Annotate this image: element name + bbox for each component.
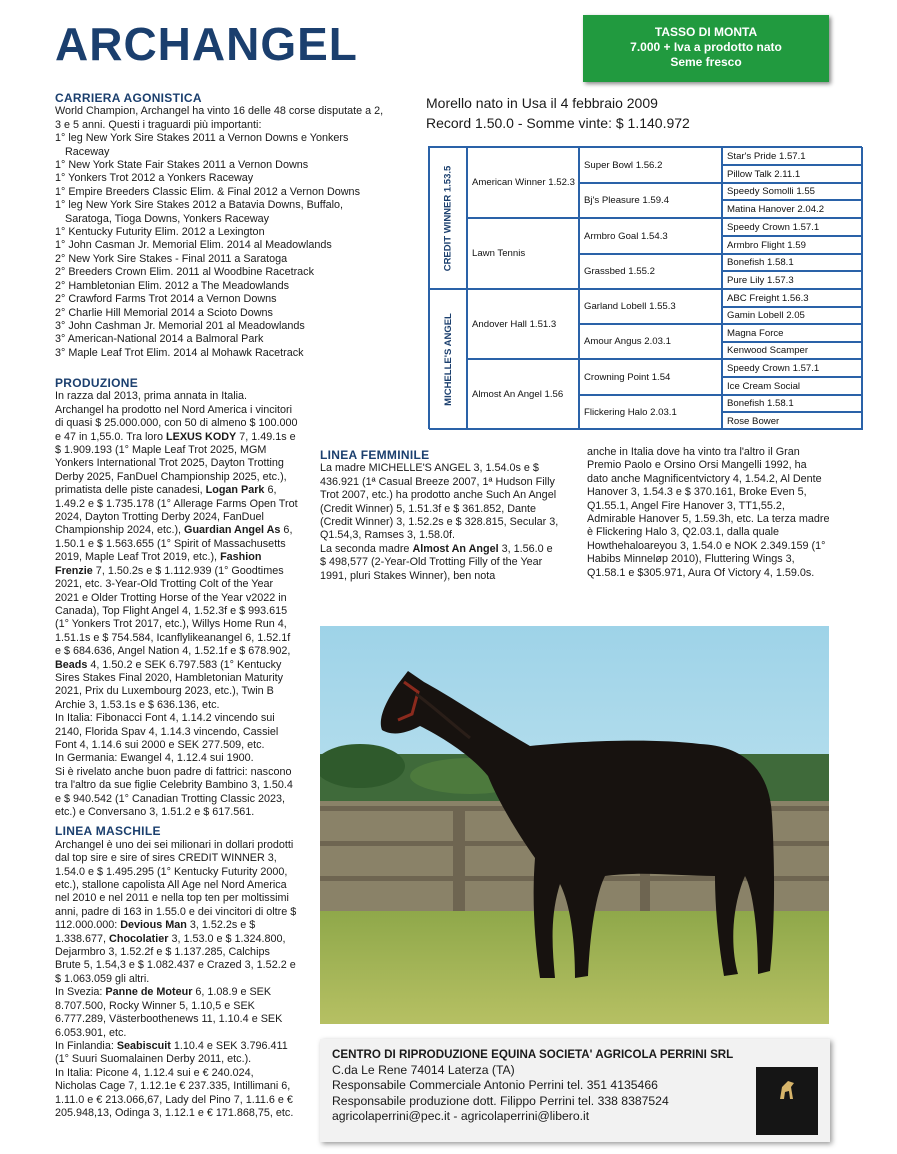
pedigree-g4: Pure Lily 1.57.3 (722, 271, 863, 289)
list-item: 1° leg New York Sire Stakes 2012 a Batavia Downs, Buffalo, Saratoga, Tioga Downs, Yonkers Raceway (55, 199, 344, 225)
footer-company-name: CENTRO DI RIPRODUZIONE EQUINA SOCIETA' AGRICOLA PERRINI SRL (332, 1048, 734, 1061)
pedigree-dam: MICHELLE'S ANGEL (429, 289, 467, 430)
horse-info (426, 93, 690, 133)
femminile-column-2 (587, 446, 830, 580)
pedigree-g4: Rose Bower (722, 412, 863, 430)
maschile-paragraph-3: In Finlandia: Seabiscuit 1.10.4 e SEK 3.796.411 (1° Suuri Suomalainen Derby 2011, etc.). (55, 1039, 288, 1066)
pedigree-sire: CREDIT WINNER 1.53.5 (429, 147, 467, 289)
pedigree-g4: Bonefish 1.58.1 (722, 395, 863, 412)
stud-fee-note: Seme fresco (670, 55, 742, 69)
pedigree-g4: Bonefish 1.58.1 (722, 254, 863, 271)
pedigree-g4: Matina Hanover 2.04.2 (722, 200, 863, 218)
list-item: 3° American-National 2014 a Balmoral Park (55, 333, 264, 346)
pedigree-g4: Speedy Crown 1.57.1 (722, 218, 863, 236)
horse-logo-icon (772, 1075, 802, 1105)
list-item: 1° Empire Breeders Classic Elim. & Final 2012 a Vernon Downs (55, 185, 360, 198)
list-item: 1° Yonkers Trot 2012 a Yonkers Raceway (55, 172, 254, 185)
stud-logo (756, 1067, 818, 1135)
pedigree-g3: Flickering Halo 2.03.1 (579, 395, 722, 430)
pedigree-g3: Armbro Goal 1.54.3 (579, 218, 722, 254)
carriera-intro: World Champion, Archangel ha vinto 16 delle 48 corse disputate a 2, 3 e 5 anni. Questi i traguardi più importanti: (55, 105, 384, 131)
pedigree-g4: Magna Force (722, 324, 863, 342)
pedigree-g4: ABC Freight 1.56.3 (722, 289, 863, 307)
list-item: 2° Breeders Crown Elim. 2011 al Woodbine Racetrack (55, 266, 314, 279)
list-item: 2° Hambletonian Elim. 2012 a The Meadowlands (55, 279, 289, 292)
pedigree-g4: Speedy Crown 1.57.1 (722, 359, 863, 377)
produzione-paragraph-1: In razza dal 2013, prima annata in Italia. Archangel ha prodotto nel Nord America i vincitori di quasi $ 25.000.000, con 50 di almeno $ 100.000 e 47 in 1,55.0. Tra loro LEXUS KODY 7, 1.49.1s e $ 1.909.193 (1° Maple Leaf Trot 2025, MGM Yonkers International Trot 2025, Dayton Trotting Derby 2025, FanDuel Championship 2025, etc.), primatista delle piste canadesi, Logan Park 6, 1.49.2 e $ 1.735.178 (1° Allerage Farms Open Trot 2024, Dayton Trotting Derby 2024, FanDuel Championship 2024, etc.), Guardian Angel As 6, 1.50.1 e $ 1.563.655 (1° Spirit of Massachusetts 2019, Maple Leaf Trot 2019, etc.), Fashion Frenzie 7, 1.50.2s e $ 1.112.939 (1° Goodtimes 2021, etc. 3-Year-Old Trotting Colt of the Year 2021 e Older Trotting Horse of the Year v2022 in Canada), Top Flight Angel 4, 1.52.3f e $ 993.615 (1° Yonkers Trot 2017, etc.), Willys Home Run 4, 1.51.1s e $ 754.584, Icanflylikeanangel 6, 1.52.1f e $ 684.636, Angel Nation 4, 1.52.1f e $ 678.902, Beads 4, 1.50.2 e SEK 6.797.583 (1° Kentucky Sires Stakes Final 2020, Hambletonian Maturity 2021, Prix du Luxembourg 2023, etc.), Twin B Archie 3, 1.53.1s e $ 636.136, etc. (55, 390, 298, 711)
pedigree-g3: Amour Angus 2.03.1 (579, 324, 722, 359)
pedigree-g4: Ice Cream Social (722, 377, 863, 395)
produzione-paragraph-2: In Italia: Fibonacci Font 4, 1.14.2 vincendo sui 2140, Florida Spav 4, 1.14.3 vincendo, Cassiel Font 4, 1.14.6 sui 2000 e SEK 277.509, etc. (55, 712, 279, 751)
pedigree-g4: Speedy Somolli 1.55 (722, 183, 863, 200)
pedigree-g4: Gamin Lobell 2.05 (722, 307, 863, 324)
section-heading-produzione: PRODUZIONE (55, 376, 139, 390)
pedigree-g4: Armbro Flight 1.59 (722, 236, 863, 254)
stud-fee-price: 7.000 + Iva a prodotto nato (630, 40, 782, 54)
left-column (55, 87, 387, 360)
femminile-paragraph-2: La seconda madre Almost An Angel 3, 1.56.0 e $ 498,577 (2-Year-Old Trotting Filly of the Year 1991, pluri Stakes Winner), ben nota (320, 542, 553, 582)
femminile-paragraph-1: La madre MICHELLE'S ANGEL 3, 1.54.0s e $ 436.921 (1ª Casual Breeze 2007, 1ª Hudson Filly Trot 2007, etc.) ha prodotto anche Such An Angel (Credit Winner) 5, 1.51.3f e $ 361.852, Dante (Credit Winner) 3, 1.52.2s e $ 328.815, Secular 3, Q1.54,3, Ramses 3, 1.58.0f. (320, 462, 559, 542)
femminile-paragraph-3: anche in Italia dove ha vinto tra l'altro il Gran Premio Paolo e Orsino Orsi Mangelli 1992, ha dato anche Magnificentvictory 4, 1.54.2, Al Dente Hanover 3, 1.54.3 e $ 370.161, Broke Even 5, Q1.55.1, Angel Fire Hanover 3, TT1,55.2, Admirable Hanover 5, 1.59.3h, etc. La terza madre è Flickering Halo 3, Q2.03.1, dalla quale Howthehaloareyou 3, 1.54.0 e NOK 2.349.159 (1° Habibs Minneløp 2010), Fluttering Wings 3, Q1.58.1 e $305.971, Aura Of Victory 4, 1.59.0s. (587, 446, 830, 579)
pedigree-g3: Grassbed 1.55.2 (579, 254, 722, 289)
list-item: 1° New York State Fair Stakes 2011 a Vernon Downs (55, 159, 309, 172)
maschile-paragraph-1: Archangel è uno dei sei milionari in dollari prodotti dal top sire e sire of sires CREDIT WINNER 3, 1.54.0 e $ 1.495.295 (1° Kentucky Futurity 2000, etc.), stallone capolista All Age nel Nord America nel 2010 e nel 2011 e nella top ten per moltissimi anni, padre di 163 in 1.55.0 e dei vincitori di oltre $ 112.000.000: Devious Man 3, 1.52.2s e $ 1.338.677, Chocolatier 3, 1.53.0 e $ 1.324.800, Dejarmbro 3, 1.52.2f e $ 1.137.285, Calchips Brute 5, 1.54,3 e $ 1.082.437 e Crazed 3, 1.52.2 e $ 1.063.059 gli altri. (55, 838, 297, 985)
stud-fee-box (583, 15, 829, 82)
pedigree-table (428, 146, 862, 429)
footer-address: C.da Le Rene 74014 Laterza (TA) (332, 1062, 515, 1077)
footer-contact-box (320, 1039, 830, 1142)
pedigree-g4: Pillow Talk 2.11.1 (722, 165, 863, 183)
record-info: Record 1.50.0 - Somme vinte: $ 1.140.972 (426, 115, 690, 131)
list-item: 2° Charlie Hill Memorial 2014 a Scioto Downs (55, 306, 273, 319)
pedigree-g3: Garland Lobell 1.55.3 (579, 289, 722, 324)
footer-email[interactable]: agricolaperrini@pec.it - agricolaperrini@libero.it (332, 1109, 590, 1123)
produzione-column (55, 372, 298, 1120)
section-heading-femminile: LINEA FEMMINILE (320, 448, 430, 462)
femminile-column (320, 444, 560, 583)
list-item: 1° Kentucky Futurity Elim. 2012 a Lexington (55, 226, 265, 239)
produzione-paragraph-4: Si è rivelato anche buon padre di fattrici: nascono tra l'altro da sue figlie Celebrity Bambino 3, 1.50.4 e $ 940.542 (1° Canadian Trotting Classic 2023, etc.) e Conversano 3, 1.51.2 e $ 617.561. (55, 765, 293, 818)
pedigree-g3: Crowning Point 1.54 (579, 359, 722, 395)
stud-fee-title: TASSO DI MONTA (654, 25, 758, 39)
list-item: 3° John Cashman Jr. Memorial 201 al Meadowlands (55, 319, 305, 332)
pedigree-g4: Kenwood Scamper (722, 342, 863, 359)
pedigree-g2: Andover Hall 1.51.3 (467, 289, 579, 359)
horse-photo-svg (320, 626, 829, 1024)
footer-production-contact: Responsabile produzione dott. Filippo Perrini tel. 338 8387524 (332, 1093, 669, 1108)
produzione-paragraph-3: In Germania: Ewangel 4, 1.12.4 sui 1900. (55, 752, 254, 765)
maschile-paragraph-2: In Svezia: Panne de Moteur 6, 1.08.9 e SEK 8.707.500, Rocky Winner 5, 1.10,5 e SEK 6.777.289, Västerboothenews 11, 1.10.4 e SEK 6.053.901, etc. (55, 986, 283, 1039)
horse-photo (320, 626, 829, 1024)
pedigree-g3: Super Bowl 1.56.2 (579, 147, 722, 183)
section-heading-carriera: CARRIERA AGONISTICA (55, 91, 202, 105)
page-title: ARCHANGEL (55, 18, 358, 70)
pedigree-g2: American Winner 1.52.3 (467, 147, 579, 218)
birth-info: Morello nato in Usa il 4 febbraio 2009 (426, 95, 658, 111)
maschile-paragraph-4: In Italia: Picone 4, 1.12.4 sui e € 240.024, Nicholas Cage 7, 1.12.1e € 237.335, Intillimani 6, 1.11.0 e € 213.066,67, Lady del Pino 7, 1.11.6 e € 205.948,13, Odinga 3, 1.12.1 e € 171.868,75, etc. (55, 1066, 294, 1119)
list-item: 1° leg New York Sire Stakes 2011 a Vernon Downs e Yonkers Raceway (55, 132, 349, 158)
list-item: 1° John Casman Jr. Memorial Elim. 2014 al Meadowlands (55, 239, 332, 252)
pedigree-g3: Bj's Pleasure 1.59.4 (579, 183, 722, 218)
pedigree-g4: Star's Pride 1.57.1 (722, 147, 863, 165)
footer-text (332, 1047, 733, 1125)
pedigree-g2: Lawn Tennis (467, 218, 579, 289)
list-item: 3° Maple Leaf Trot Elim. 2014 al Mohawk Racetrack (55, 346, 304, 359)
pedigree-g2: Almost An Angel 1.56 (467, 359, 579, 430)
list-item: 2° Crawford Farms Trot 2014 a Vernon Downs (55, 293, 277, 306)
footer-commercial-contact: Responsabile Commerciale Antonio Perrini tel. 351 4135466 (332, 1078, 658, 1092)
list-item: 2° New York Sire Stakes - Final 2011 a Saratoga (55, 252, 288, 265)
carriera-list (55, 132, 387, 360)
section-heading-maschile: LINEA MASCHILE (55, 824, 161, 839)
